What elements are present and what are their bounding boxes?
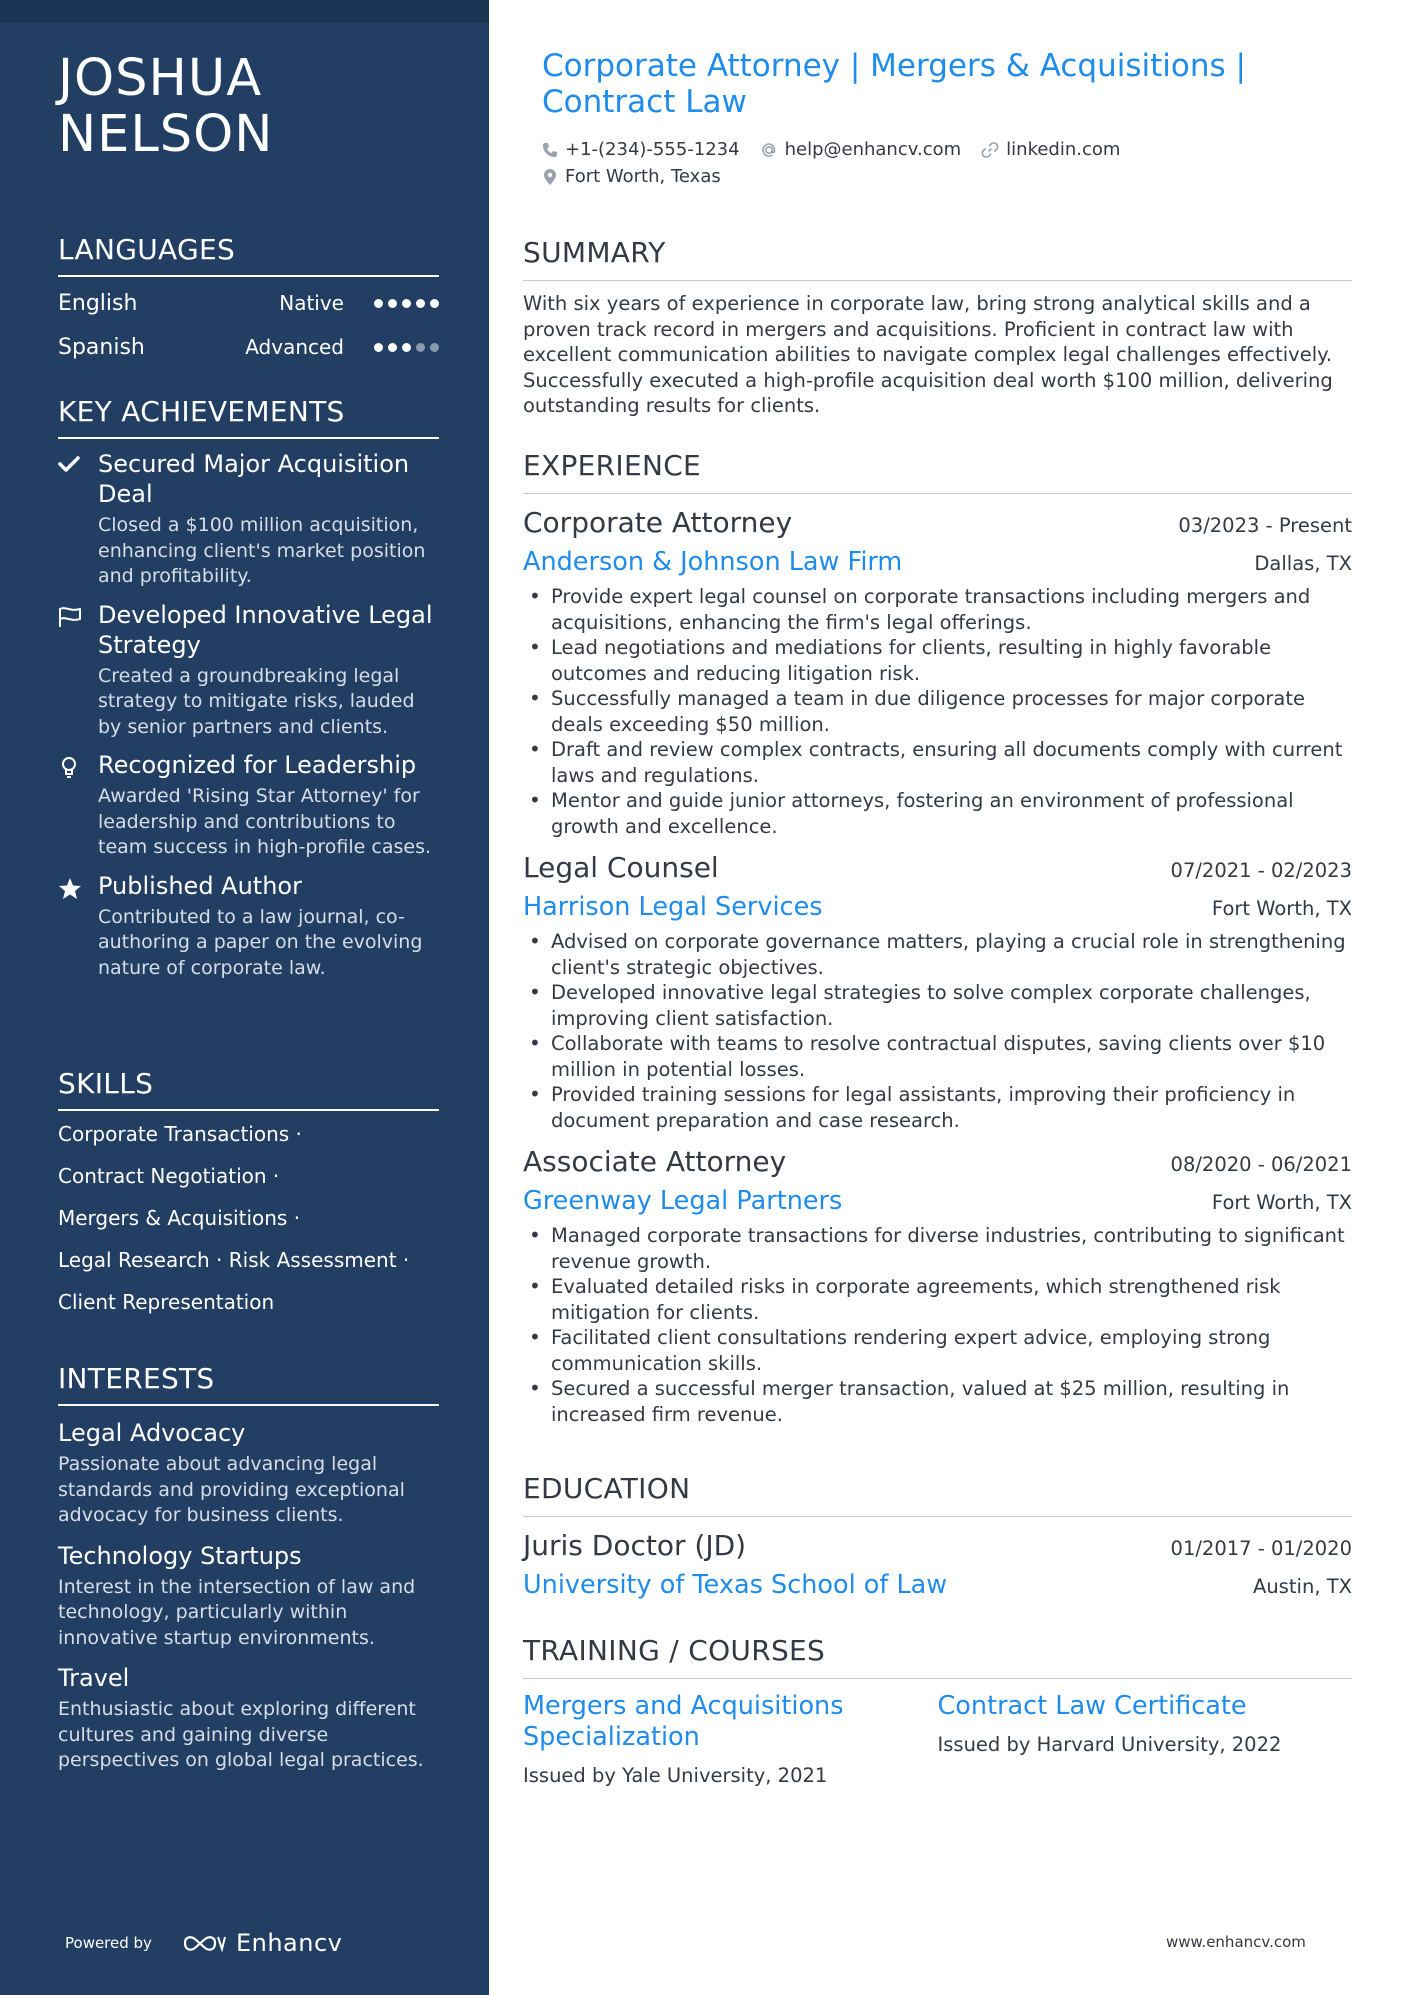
bullet-item: • Facilitated client consultations rendering expert advice, employing strong communication skills.	[523, 1325, 1352, 1376]
languages-title: LANGUAGES	[58, 233, 439, 277]
skills-title: SKILLS	[58, 1067, 439, 1111]
dot-empty	[416, 343, 425, 352]
bullet-item: • Successfully managed a team in due diligence processes for major corporate deals exceeding $50 million.	[523, 686, 1352, 737]
location-contact	[542, 166, 721, 187]
sidebar	[0, 0, 489, 1995]
job-entry	[523, 504, 1352, 839]
dot-filled	[374, 299, 383, 308]
phone-text: +1-(234)-555-1234	[565, 139, 740, 160]
email-text: help@enhancv.com	[784, 139, 962, 160]
skill-line: Mergers & Acquisitions ·	[58, 1206, 301, 1230]
language-level: Native	[279, 291, 344, 315]
education-dates: 01/2017 - 01/2020	[1170, 1537, 1352, 1560]
job-title: Corporate Attorney	[523, 506, 793, 539]
job-company: Anderson & Johnson Law Firm	[523, 547, 903, 577]
lightbulb-icon	[58, 750, 98, 861]
bullet-item: • Developed innovative legal strategies to solve complex corporate challenges, improving client satisfaction.	[523, 980, 1352, 1031]
dot-filled	[374, 343, 383, 352]
skill-line: Legal Research · Risk Assessment ·	[58, 1248, 410, 1272]
job-location: Dallas, TX	[1254, 552, 1352, 575]
skill-line: Corporate Transactions ·	[58, 1122, 302, 1146]
achievement-item	[58, 750, 439, 861]
education-section	[523, 1472, 1352, 1601]
job-entry	[523, 849, 1352, 1133]
interest-title: Technology Startups	[58, 1541, 302, 1570]
linkedin-text: linkedin.com	[1006, 139, 1121, 160]
website-link[interactable]: www.enhancv.com	[1166, 1933, 1306, 1951]
candidate-name	[58, 51, 458, 163]
education-title: EDUCATION	[523, 1472, 1352, 1517]
experience-section	[523, 449, 1352, 1427]
powered-by	[65, 1929, 342, 1957]
check-icon	[58, 449, 98, 590]
job-title: Associate Attorney	[523, 1145, 787, 1178]
flag-icon	[58, 600, 98, 741]
job-bullets	[523, 584, 1352, 839]
summary-title: SUMMARY	[523, 236, 1352, 281]
bullet-item: • Managed corporate transactions for diverse industries, contributing to significant revenue growth.	[523, 1223, 1352, 1274]
bullet-item: • Evaluated detailed risks in corporate agreements, which strengthened risk mitigation for clients.	[523, 1274, 1352, 1325]
job-bullets	[523, 929, 1352, 1133]
job-title: Legal Counsel	[523, 851, 719, 884]
dot-filled	[402, 299, 411, 308]
skill-line: Client Representation	[58, 1290, 275, 1314]
achievement-desc: Awarded 'Rising Star Attorney' for leadership and contributions to team success in high-profile cases.	[98, 785, 432, 858]
enhancv-logo[interactable]	[182, 1929, 342, 1957]
achievement-title: Published Author	[98, 871, 302, 900]
bullet-item: • Secured a successful merger transaction, valued at $25 million, resulting in increased firm revenue.	[523, 1376, 1352, 1427]
language-row	[58, 325, 439, 369]
star-icon	[58, 871, 98, 982]
headline: Corporate Attorney | Mergers & Acquisitions | Contract Law	[542, 48, 1246, 120]
education-location: Austin, TX	[1253, 1575, 1352, 1598]
bullet-item: • Provide expert legal counsel on corporate transactions including mergers and acquisitions, enhancing the firm's legal offerings.	[523, 584, 1352, 635]
education-entry	[523, 1527, 1352, 1601]
bullet-item: • Collaborate with teams to resolve contractual disputes, saving clients over $10 million in potential losses.	[523, 1031, 1352, 1082]
last-name: NELSON	[58, 105, 274, 164]
course-item	[938, 1691, 1353, 1789]
interests-title: INTERESTS	[58, 1362, 439, 1406]
job-location: Fort Worth, TX	[1211, 1191, 1352, 1214]
interest-desc: Enthusiastic about exploring different cultures and gaining diverse perspectives on global legal practices.	[58, 1698, 424, 1771]
course-item	[523, 1691, 938, 1789]
achievements-section	[58, 395, 439, 981]
contact-info	[542, 136, 1352, 190]
achievement-desc: Contributed to a law journal, co-authoring a paper on the evolving nature of corporate law.	[98, 905, 423, 979]
course-desc: Issued by Yale University, 2021	[523, 1764, 828, 1787]
achievement-desc: Created a groundbreaking legal strategy to mitigate risks, lauded by senior partners and clients.	[98, 664, 415, 738]
language-row	[58, 281, 439, 325]
language-name: English	[58, 290, 138, 316]
achievement-title: Recognized for Leadership	[98, 751, 417, 779]
bullet-item: • Advised on corporate governance matters, playing a crucial role in strengthening client's strategic objectives.	[523, 929, 1352, 980]
dot-filled	[388, 299, 397, 308]
languages-section	[58, 233, 439, 369]
language-name: Spanish	[58, 334, 145, 360]
job-company: Greenway Legal Partners	[523, 1186, 843, 1216]
phone-contact[interactable]	[542, 139, 740, 160]
link-icon	[981, 141, 999, 159]
job-location: Fort Worth, TX	[1211, 897, 1352, 920]
job-dates: 08/2020 - 06/2021	[1170, 1153, 1352, 1176]
dot-filled	[402, 343, 411, 352]
dot-filled	[430, 299, 439, 308]
interest-desc: Interest in the intersection of law and technology, particularly within innovative startup environments.	[58, 1575, 416, 1649]
phone-icon	[542, 142, 558, 158]
experience-title: EXPERIENCE	[523, 449, 1352, 494]
course-desc: Issued by Harvard University, 2022	[937, 1733, 1282, 1756]
email-contact[interactable]	[760, 139, 962, 160]
interest-title: Travel	[58, 1664, 130, 1692]
achievement-item	[58, 600, 439, 741]
language-dots	[374, 299, 439, 308]
skills-section	[58, 1067, 439, 1323]
achievement-desc: Closed a $100 million acquisition, enhancing client's market position and profitability.	[98, 514, 426, 587]
interest-title: Legal Advocacy	[58, 1419, 246, 1447]
language-dots	[374, 343, 439, 352]
bullet-item: • Mentor and guide junior attorneys, fostering an environment of professional growth and excellence.	[523, 788, 1352, 839]
achievement-item	[58, 871, 439, 982]
course-title: Contract Law Certificate	[937, 1691, 1247, 1721]
course-title: Mergers and Acquisitions Specialization	[523, 1691, 844, 1752]
job-entry	[523, 1143, 1352, 1427]
summary-section	[523, 236, 1352, 419]
achievement-item	[58, 449, 439, 590]
dot-empty	[430, 343, 439, 352]
training-section	[523, 1634, 1352, 1789]
job-dates: 07/2021 - 02/2023	[1170, 859, 1352, 882]
achievement-title: Secured Major Acquisition Deal	[98, 450, 410, 508]
bullet-item: • Provided training sessions for legal assistants, improving their proficiency in document preparation and case research.	[523, 1082, 1352, 1133]
location-text: Fort Worth, Texas	[565, 166, 721, 187]
school: University of Texas School of Law	[523, 1570, 948, 1600]
job-bullets	[523, 1223, 1352, 1427]
linkedin-contact[interactable]	[981, 139, 1120, 160]
job-company: Harrison Legal Services	[523, 892, 823, 922]
training-title: TRAINING / COURSES	[523, 1634, 1352, 1679]
dot-filled	[388, 343, 397, 352]
language-level: Advanced	[245, 335, 344, 359]
skill-line: Contract Negotiation ·	[58, 1164, 280, 1188]
interest-desc: Passionate about advancing legal standards and providing exceptional advocacy for business clients.	[58, 1453, 405, 1526]
enhancv-logo-icon	[182, 1932, 226, 1954]
bullet-item: • Lead negotiations and mediations for clients, resulting in highly favorable outcomes and reducing litigation risk.	[523, 635, 1352, 686]
location-pin-icon	[542, 168, 558, 186]
dot-filled	[416, 299, 425, 308]
first-name: JOSHUA	[58, 49, 263, 108]
degree: Juris Doctor (JD)	[523, 1529, 747, 1562]
at-icon	[760, 141, 778, 159]
achievement-title: Developed Innovative Legal Strategy	[98, 600, 433, 659]
powered-by-label: Powered by	[65, 1934, 152, 1952]
interests-section	[58, 1362, 439, 1774]
achievements-title: KEY ACHIEVEMENTS	[58, 395, 439, 439]
brand-name: Enhancv	[235, 1929, 343, 1957]
bullet-item: • Draft and review complex contracts, ensuring all documents comply with current laws and regulations.	[523, 737, 1352, 788]
summary-text: With six years of experience in corporate law, bring strong analytical skills and a proven track record in mergers and acquisitions. Proficient in contract law with excellent communication abilities to navigate complex legal challenges effectively. Successfully executed a high-profile acquisition deal worth $100 million, delivering outstanding results for clients.	[523, 292, 1333, 417]
job-dates: 03/2023 - Present	[1178, 514, 1352, 537]
